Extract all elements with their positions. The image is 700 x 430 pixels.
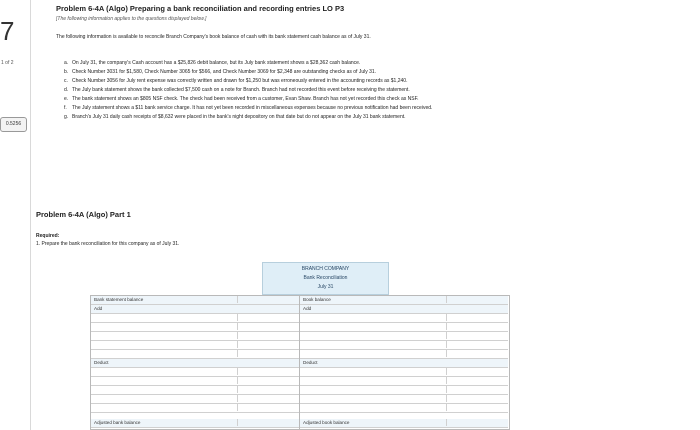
item-marker: g.	[64, 114, 69, 120]
adjusted-bank-label: Adjusted bank balance	[94, 420, 141, 425]
information-list	[64, 60, 464, 123]
bank-add-item-input[interactable]	[93, 341, 233, 348]
item-marker: c.	[64, 78, 68, 84]
requirement-instruction: 1. Prepare the bank reconciliation for this company as of July 31.	[36, 241, 180, 247]
book-deduct-amount-input[interactable]	[446, 404, 505, 411]
part-title: Problem 6-4A (Algo) Part 1	[36, 210, 131, 219]
item-text: The bank statement shows an $805 NSF check. The check had been received from a customer, Evan Shaw. Branch has not yet recorded this check as NSF.	[72, 96, 419, 102]
item-marker: e.	[64, 96, 69, 102]
item-marker: f.	[64, 105, 67, 111]
book-add-amount-input[interactable]	[446, 341, 505, 348]
table-row	[91, 368, 299, 377]
bank-add-amount-input[interactable]	[237, 332, 296, 339]
bank-balance-row	[91, 296, 299, 305]
bank-deduct-item-input[interactable]	[93, 377, 233, 384]
bank-add-amount-input[interactable]	[237, 350, 296, 357]
book-add-row	[300, 305, 508, 314]
table-row	[300, 377, 508, 386]
book-deduct-amount-input[interactable]	[446, 377, 505, 384]
table-row	[300, 341, 508, 350]
score-badge: 0.5256	[0, 117, 27, 132]
item-text: Check Number 3056 for July rent expense was correctly written and drawn for $1,250 but was erroneously entered in the accounting records as $1,240.	[72, 78, 408, 84]
book-balance-amount-input[interactable]	[446, 296, 505, 303]
bank-deduct-item-input[interactable]	[93, 368, 233, 375]
item-text: The July statement shows a $11 bank service charge. It has not yet been recorded in miscellaneous expenses because no previous notification had been received.	[72, 105, 433, 111]
table-row	[300, 368, 508, 377]
adjusted-book-amount-input[interactable]	[446, 419, 505, 426]
book-balance-row	[300, 296, 508, 305]
table-row	[300, 404, 508, 413]
table-row	[91, 314, 299, 323]
reconciliation-header	[262, 262, 389, 295]
book-balance-label: Book balance	[303, 297, 331, 302]
list-item	[64, 78, 464, 85]
bank-balance-amount-input[interactable]	[237, 296, 296, 303]
problem-title: Problem 6-4A (Algo) Preparing a bank reconciliation and recording entries LO P3	[56, 4, 345, 13]
table-row	[91, 332, 299, 341]
reconciliation-grid	[90, 295, 510, 430]
question-position: 1 of 2	[1, 60, 14, 66]
bank-deduct-row	[91, 359, 299, 368]
table-row	[91, 386, 299, 395]
bank-add-item-input[interactable]	[93, 323, 233, 330]
bank-add-item-input[interactable]	[93, 332, 233, 339]
problem-intro: The following information is available to reconcile Branch Company's book balance of cash with its bank statement cash balance as of July 31.	[56, 34, 371, 40]
table-row	[300, 395, 508, 404]
bank-deduct-amount-input[interactable]	[237, 395, 296, 402]
bank-add-amount-input[interactable]	[237, 323, 296, 330]
bank-deduct-amount-input[interactable]	[237, 377, 296, 384]
list-item	[64, 114, 464, 121]
bank-reconciliation-form	[90, 262, 508, 428]
bank-deduct-amount-input[interactable]	[237, 386, 296, 393]
question-rail	[0, 0, 31, 430]
bank-deduct-label: Deduct	[94, 360, 109, 365]
table-row	[300, 323, 508, 332]
book-add-item-input[interactable]	[302, 341, 442, 348]
bank-add-label: Add	[94, 306, 103, 311]
item-text: Check Number 3031 for $1,580, Check Number 3065 for $566, and Check Number 3069 for $2,348 are outstanding checks as of July 31.	[72, 69, 377, 75]
table-row	[300, 332, 508, 341]
bank-deduct-amount-input[interactable]	[237, 368, 296, 375]
item-marker: d.	[64, 87, 69, 93]
book-add-amount-input[interactable]	[446, 323, 505, 330]
item-text: On July 31, the company's Cash account has a $25,826 debit balance, but its July bank statement shows a $28,362 cash balance.	[72, 60, 361, 66]
list-item	[64, 69, 464, 76]
company-name: BRANCH COMPANY	[301, 266, 350, 272]
table-row	[91, 377, 299, 386]
item-text: Branch's July 31 daily cash receipts of $8,632 were placed in the bank's night depository on that date but do not appear on the July 31 bank statement.	[72, 114, 406, 120]
book-deduct-row	[300, 359, 508, 368]
book-deduct-label: Deduct	[303, 360, 318, 365]
book-deduct-amount-input[interactable]	[446, 386, 505, 393]
table-row	[300, 314, 508, 323]
required-label: Required:	[36, 233, 60, 239]
book-add-item-input[interactable]	[302, 323, 442, 330]
book-deduct-item-input[interactable]	[302, 377, 442, 384]
book-deduct-item-input[interactable]	[302, 386, 442, 393]
adjusted-book-label: Adjusted book balance	[303, 420, 350, 425]
item-text: The July bank statement shows the bank collected $7,500 cash on a note for Branch. Branch had not recorded this event before receiving the statement.	[72, 87, 410, 93]
table-row	[300, 350, 508, 359]
bank-add-item-input[interactable]	[93, 314, 233, 321]
bank-balance-label: Bank statement balance	[94, 297, 144, 302]
book-deduct-amount-input[interactable]	[446, 368, 505, 375]
table-row	[300, 386, 508, 395]
list-item	[64, 105, 464, 112]
table-row	[91, 341, 299, 350]
book-add-item-input[interactable]	[302, 332, 442, 339]
statement-name: Bank Reconciliation	[303, 275, 348, 281]
statement-date: July 31	[317, 284, 334, 290]
bank-add-item-input[interactable]	[93, 350, 233, 357]
problem-note: [The following information applies to the questions displayed below.]	[56, 16, 207, 22]
book-add-label: Add	[303, 306, 312, 311]
book-add-item-input[interactable]	[302, 350, 442, 357]
adjusted-bank-row	[91, 419, 299, 428]
bank-add-row	[91, 305, 299, 314]
list-item	[64, 60, 464, 67]
bank-deduct-amount-input[interactable]	[237, 404, 296, 411]
table-row	[91, 323, 299, 332]
item-marker: a.	[64, 60, 69, 66]
adjusted-book-row	[300, 419, 508, 428]
book-deduct-amount-input[interactable]	[446, 395, 505, 402]
item-marker: b.	[64, 69, 69, 75]
question-number: 7	[0, 16, 15, 46]
book-deduct-item-input[interactable]	[302, 404, 442, 411]
bank-add-amount-input[interactable]	[237, 341, 296, 348]
bank-deduct-item-input[interactable]	[93, 386, 233, 393]
list-item	[64, 87, 464, 94]
bank-deduct-item-input[interactable]	[93, 395, 233, 402]
book-add-amount-input[interactable]	[446, 314, 505, 321]
book-add-item-input[interactable]	[302, 314, 442, 321]
table-row	[91, 395, 299, 404]
bank-add-amount-input[interactable]	[237, 314, 296, 321]
book-deduct-item-input[interactable]	[302, 368, 442, 375]
book-deduct-item-input[interactable]	[302, 395, 442, 402]
table-row	[91, 350, 299, 359]
book-add-amount-input[interactable]	[446, 332, 505, 339]
table-row	[91, 404, 299, 413]
adjusted-bank-amount-input[interactable]	[237, 419, 296, 426]
bank-deduct-item-input[interactable]	[93, 404, 233, 411]
list-item	[64, 96, 464, 103]
book-add-amount-input[interactable]	[446, 350, 505, 357]
